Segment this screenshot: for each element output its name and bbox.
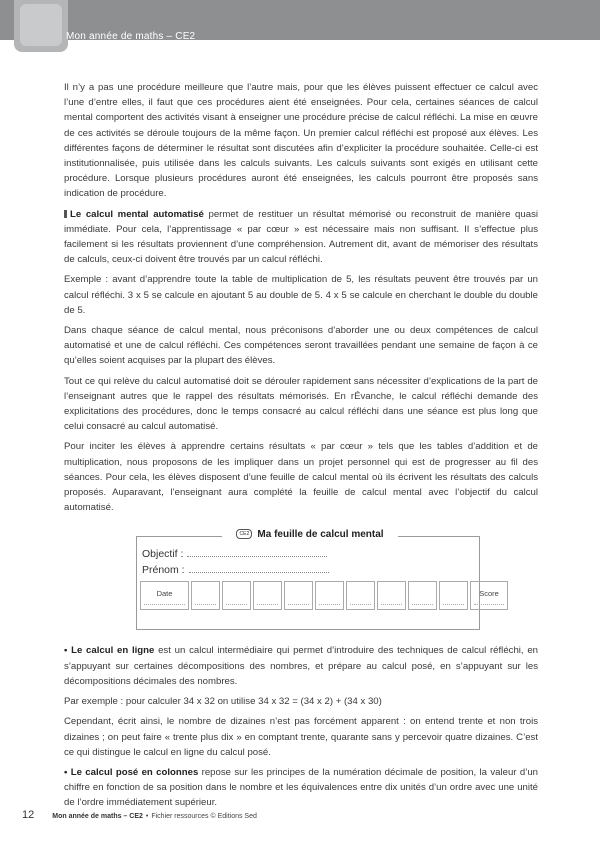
score-label: Score: [479, 589, 499, 599]
answer-cell: [408, 581, 437, 610]
term-calcul-automatise: Le calcul mental automatisé: [70, 208, 204, 220]
paragraph-calcul-pose: [64, 765, 538, 811]
objectif-label: Objectif :: [142, 548, 184, 561]
worksheet-figure: [64, 523, 538, 635]
footer-book-title: Mon année de maths – CE2: [52, 813, 143, 820]
paragraph-text: est un calcul intermédiaire qui permet d’introduire des techniques de calcul réfléchi, en s’appuyant sur certaines décompositions des nombres, et prépare au calcul posé, en s’appuyant sur les décompositions décimales des nombres.: [64, 645, 539, 687]
term-calcul-en-ligne: • Le calcul en ligne: [64, 645, 155, 657]
worksheet-cells: [140, 581, 508, 610]
ce2-badge-icon: CE2: [236, 529, 252, 539]
paragraph-projet: Pour inciter les élèves à apprendre certains résultats « par cœur » tels que les tables d’addition et de multiplication, nous proposons de les impliquer dans un projet personnel qui est de progresser au fil des séances. Pour cela, les élèves disposent d’une feuille de calcul mental où ils écrivent les résultats des calculs proposés. Auparavant, l’enseignant aura complété la feuille de calcul mental avec l’objectif du calcul automatisé.: [64, 441, 538, 514]
worksheet-frame: [136, 536, 499, 630]
paragraph-text: permet de restituer un résultat mémorisé ou reconstruit de manière quasi immédiate. Pour cela, l’apprentissage « par cœur » est nécessaire mais non suffisant. Il s’effectue plus facilement si les résultats proviennent d’une compréhension. Autrement dit, avant de mémoriser des résultats de calculs, ceux-ci doivent être trouvés par un calcul réfléchi.: [64, 208, 538, 266]
answer-cell: [191, 581, 220, 610]
paragraph-text: repose sur les principes de la numération décimale de position, la valeur d’un chiffre en fonction de sa position dans le nombre et les équivalences entre dix unités d’un ordre avec une unité de l’ordre immédiatement supérieur.: [64, 766, 539, 809]
square-bullet-icon: [64, 210, 67, 218]
page-footer: [22, 809, 257, 821]
paragraph-exemple-calcul: Par exemple : pour calculer 34 x 32 on utilise 34 x 32 = (34 x 2) + (34 x 30): [64, 696, 382, 708]
prenom-dotted-line: [189, 572, 329, 573]
paragraph-exemple: Exemple : avant d’apprendre toute la table de multiplication de 5, les résultats peuvent être trouvés par un calcul réfléchi. 3 x 5 se calcule en ajoutant 5 au double de 5. 4 x 5 se calcule en cherchant le double du double de 5.: [64, 274, 538, 316]
objectif-field: [142, 547, 327, 562]
answer-cell: [284, 581, 313, 610]
date-cell: [140, 581, 189, 610]
paragraph-calcul-en-ligne: [64, 643, 538, 689]
worksheet-title-box: [222, 523, 398, 545]
paragraph-rapidite: Tout ce qui relève du calcul automatisé doit se dérouler rapidement sans nécessiter d’explications de la part de l’enseignant autres que le rappel des résultats mémorisés. En rÉvanche, le calcul réfléchi demande des explicitations des procédures, donc le temps consacré au calcul réfléchi dans une séance est plus long que celui consacré au calcul automatisé.: [64, 375, 538, 433]
score-cell: [470, 581, 508, 610]
paragraph-intro: Il n’y a pas une procédure meilleure que l’autre mais, pour que les élèves puissent effectuer ce calcul avec l’une d’entre elles, il faut que ces procédures aient été enseignées. Pour cela, certaines séances de calcul mental comportent des activités visant à enseigner une procédure précise de calcul réfléchi. La mise en œuvre de ces activités se déroule toujours de la même façon. Un premier calcul réfléchi est proposé aux élèves. Les différentes façons de déterminer le résultat sont discutées afin d’expliciter la procédure souhaitée. Celle-ci est institutionnalisée, puis utilisée dans les calculs suivants. Les calculs suivants sont exigés en utilisant cette procédure. Lorsque plusieurs procédures auront été enseignées, les calculs pourront être proposés sans indication de procédure.: [64, 82, 538, 200]
paragraph-dizaines: Cependant, écrit ainsi, le nombre de dizaines n’est pas forcément apparent : on entend trente et non trois dizaines ; on peut faire « trente plus dix » en comptant trente, quarante sans y percevoir quatre dizaines. C’est ce qui distingue le calcul en ligne du calcul posé.: [64, 716, 538, 758]
footer-separator: •: [145, 813, 149, 820]
prenom-label: Prénom :: [142, 564, 185, 577]
term-calcul-pose: • Le calcul posé en colonnes: [64, 766, 199, 778]
answer-cell: [377, 581, 406, 610]
worksheet-title: Ma feuille de calcul mental: [257, 528, 384, 540]
answer-cell: [222, 581, 251, 610]
page-number: 12: [22, 809, 35, 821]
header-title: Mon année de maths – CE2: [66, 31, 196, 42]
answer-cell: [439, 581, 468, 610]
answer-cell: [346, 581, 375, 610]
objectif-dotted-line: [187, 556, 327, 557]
paragraph-calcul-automatise: [64, 207, 538, 268]
date-label: Date: [156, 589, 173, 599]
paragraph-seance: Dans chaque séance de calcul mental, nous préconisons d’aborder une ou deux compétences de calcul automatisé et une de calcul réfléchi. Ces compétences seront travaillées pendant une semaine de façon à ce qu’elles soient acquises par la plupart des élèves.: [64, 325, 538, 367]
answer-cell: [315, 581, 344, 610]
answer-cell: [253, 581, 282, 610]
prenom-field: [142, 563, 329, 578]
footer-publisher: Fichier ressources © Editions Sed: [151, 813, 257, 820]
header-tab-decoration: [14, 0, 68, 52]
main-content: [64, 80, 538, 816]
